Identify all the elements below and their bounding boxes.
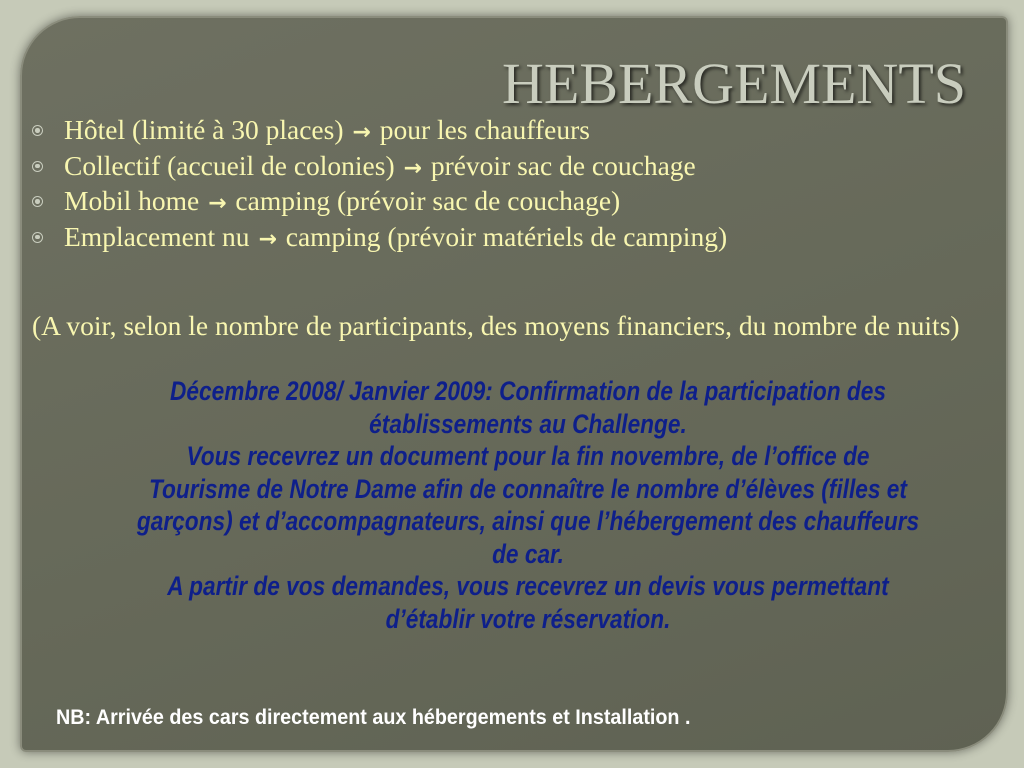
circle-bullet-icon <box>32 232 43 243</box>
circle-bullet-icon <box>32 161 43 172</box>
list-item <box>32 185 992 221</box>
list-item-text: Mobil home <box>64 185 207 216</box>
list-item <box>32 221 992 257</box>
right-arrow-icon: → <box>208 191 227 216</box>
circle-bullet-icon <box>32 196 43 207</box>
circle-bullet-icon <box>32 125 43 136</box>
list-item-text: prévoir sac de couchage <box>423 149 696 181</box>
right-arrow-icon: → <box>403 155 422 181</box>
list-item-text: camping (prévoir matériels de camping) <box>278 220 728 252</box>
timeline-paragraph: Vous recevrez un document pour la fin novembre, de l’office de Tourisme de Notre Dame afin de connaître le nombre d’élèves (filles et garçons) et d’accompagnateurs, ainsi que l’hébergement des chauffeurs de car. <box>136 441 920 569</box>
timeline-paragraph: A partir de vos demandes, vous recevrez un devis vous permettant d’établir votre réservation. <box>167 571 889 634</box>
accommodation-list <box>32 114 992 256</box>
list-item-text: Collectif (accueil de colonies) <box>64 149 402 181</box>
slide-title: HEBERGEMENTS <box>502 51 966 116</box>
planning-note: (A voir, selon le nombre de participants, des moyens financiers, du nombre de nuits) <box>32 310 960 341</box>
list-item <box>32 150 992 186</box>
right-arrow-icon: → <box>352 120 371 145</box>
list-item <box>32 114 992 150</box>
footer-note: NB: Arrivée des cars directement aux hébergements et Installation . <box>56 706 691 729</box>
timeline-paragraph: Décembre 2008/ Janvier 2009: Confirmation de la participation des établissements au Challenge. <box>170 376 886 439</box>
list-item-text: Emplacement nu <box>64 220 257 252</box>
list-item-text: camping (prévoir sac de couchage) <box>228 185 621 216</box>
timeline-block <box>135 375 921 635</box>
list-item-text: Hôtel (limité à 30 places) <box>64 114 351 145</box>
right-arrow-icon: → <box>258 226 277 252</box>
list-item-text: pour les chauffeurs <box>372 114 590 145</box>
